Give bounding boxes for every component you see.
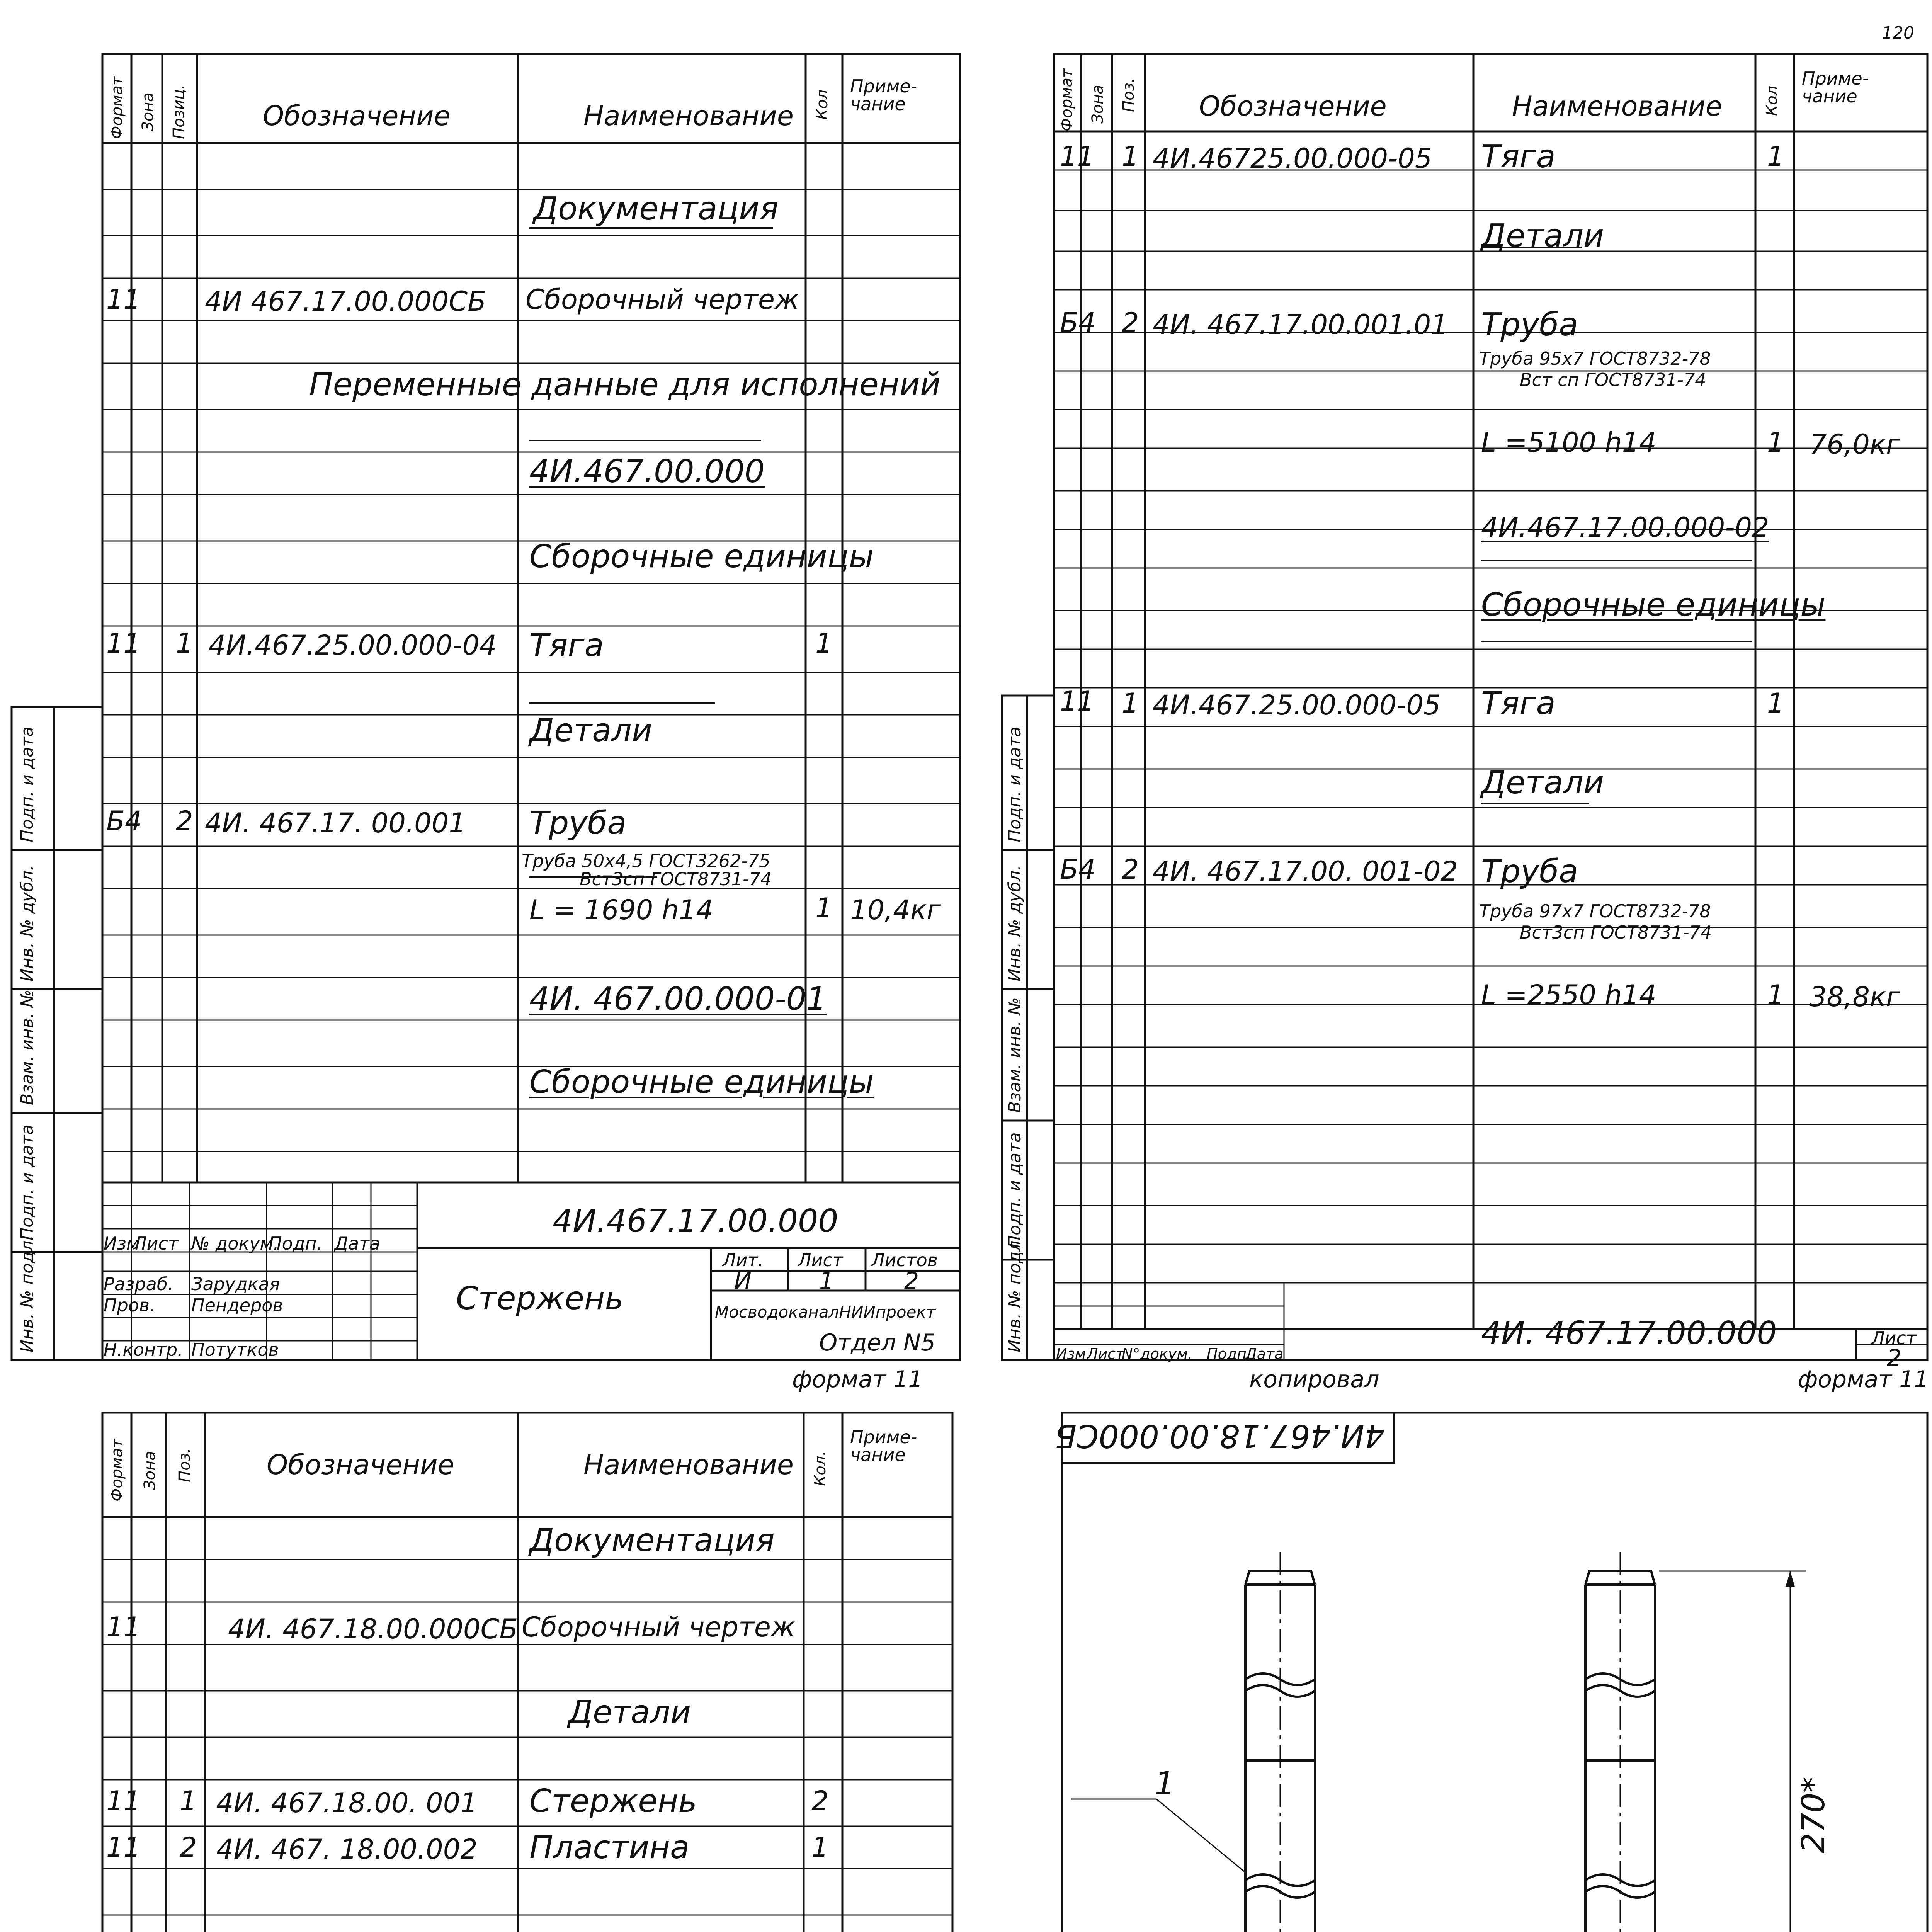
row-designation: 4И 467.17.00.000СБ [205,286,486,317]
row-designation: 4И. 467.18.00.000СБ [228,1613,518,1645]
format-note: формат 11 [792,1366,923,1393]
row-pos: 1 [176,628,193,659]
row-designation: 4И.467.25.00.000-04 [209,629,497,661]
tb-sheet: 1 [819,1267,834,1294]
row-qty: 1 [811,1832,829,1863]
row-name: Труба [529,805,627,842]
title-name: Стержень [456,1280,624,1317]
tb-col-sign: Подп. [269,1233,323,1254]
row-designation: 4И. 467.17.00. 001-02 [1153,855,1458,887]
side-stamp: Подп. и дата [17,726,37,842]
header-note: Приме-чание [850,76,917,114]
assembly-drawing [979,1389,1932,1932]
header-pos: Поз. [176,1448,194,1482]
tb-person: Потутков [191,1339,279,1360]
tb-col-izm: Изм [104,1233,140,1254]
tb-col-sign: Подп. [1207,1345,1252,1362]
row-designation: 4И.467.25.00.000-05 [1153,689,1441,721]
row-name: Сборочный чертеж [522,1611,796,1643]
header-name: Наименование [583,1449,794,1481]
row-length: L =5100 h14 [1481,427,1656,458]
row-pos: 2 [176,805,193,837]
row-pos: 1 [1122,141,1139,172]
row-name: Переменные данные для исполнений [309,366,941,403]
row-pos: 2 [1122,854,1139,885]
row-name: 4И.467.17.00.000-02 [1481,512,1769,543]
side-stamp: Инв. № подл. [1005,1235,1025,1352]
title-doc-number: 4И. 467.17.00.000 [1481,1315,1777,1352]
side-stamp: Инв. № подл. [17,1235,37,1352]
corner-stamp: 4И.467.18.00.000СБ [1055,1417,1384,1454]
title-doc-number: 4И.467.17.00.000 [553,1203,838,1240]
row-name: Тяга [529,627,604,664]
header-qty: Кол. [811,1451,829,1486]
row-qty: 1 [815,892,833,924]
header-designation: Обозначение [1199,90,1387,122]
row-name: Документация [533,190,779,227]
row-qty: 1 [1767,427,1784,458]
header-designation: Обозначение [267,1449,454,1481]
row-pos: 1 [1122,687,1139,719]
row-designation: 4И. 467. 18.00.002 [216,1833,478,1865]
side-stamp: Подп. и дата [1005,1132,1025,1248]
row-name: Детали [529,712,653,749]
tb-org: МосводоканалНИИпроект [715,1303,936,1321]
dim-270: 270* [1795,1777,1832,1853]
row-name: Труба [1481,853,1578,890]
tb-col-list: Лист [133,1233,179,1254]
row-designation: 4И.46725.00.000-05 [1153,143,1432,174]
row-format: 11 [106,1832,141,1863]
row-length: L = 1690 h14 [529,894,713,926]
row-format: 11 [1060,685,1095,717]
row-designation: 4И. 467.18.00. 001 [216,1787,478,1819]
header-zone: Зона [139,92,157,131]
row-pos: 2 [1122,307,1139,338]
row-designation: 4И. 467.17. 00.001 [205,807,466,839]
tb-person: Пендеров [191,1295,283,1316]
tb-sheet-label: Лист [1871,1328,1917,1349]
row-format: 11 [106,1611,141,1643]
side-stamp: Инв. № дубл. [17,865,37,981]
tb-col-izm: Изм [1056,1345,1086,1362]
sheet-1-frame [0,0,979,1393]
tb-lit-label: Лит. [723,1250,764,1270]
tb-col-date: Дата [1245,1345,1284,1362]
row-qty: 1 [1767,141,1784,172]
header-pos: Позиц. [170,84,188,139]
header-pos: Поз. [1120,78,1138,112]
side-stamp: Подп. и дата [1005,726,1025,842]
row-note: 38,8кг [1810,981,1900,1013]
tb-col-date: Дата [334,1233,381,1254]
tb-person: Зарудкая [191,1274,280,1294]
row-material: Труба 97х7 ГОСТ8732-78 [1479,901,1711,922]
header-note: Приме-чание [1802,68,1869,107]
tb-sheet: 2 [1887,1345,1902,1372]
row-name: Детали [1481,218,1604,254]
row-material: Вст3сп ГОСТ8731-74 [580,869,772,889]
row-material: Вст сп ГОСТ8731-74 [1520,369,1706,390]
row-format: Б4 [106,805,142,837]
row-pos: 1 [180,1785,197,1817]
side-stamp: Инв. № дубл. [1005,865,1025,981]
page-number: 120 [1882,23,1914,43]
header-qty: Кол [813,89,831,120]
sheet-1 [0,0,979,1393]
row-material: Труба 95х7 ГОСТ8732-78 [1479,348,1711,369]
row-designation: 4И. 467.17.00.001.01 [1153,309,1448,340]
tb-sheets: 2 [904,1267,919,1294]
tb-role: Пров. [104,1295,155,1316]
row-note: 10,4кг [850,894,941,926]
tb-col-list: Лист [1087,1345,1124,1362]
row-qty: 1 [1767,979,1784,1011]
row-qty: 2 [811,1785,829,1817]
row-name: Сборочные единицы [529,1064,874,1100]
row-name: Стержень [529,1783,697,1820]
row-format: Б4 [1060,307,1096,338]
leader-label: 1 [1155,1765,1175,1802]
row-name: Тяга [1481,685,1556,722]
header-zone: Зона [141,1451,159,1490]
row-format: Б4 [1060,854,1096,885]
tb-sheet-label: Лист [798,1250,843,1270]
row-qty: 1 [1767,687,1784,719]
row-name: Сборочные единицы [529,538,874,575]
tb-lit: И [734,1267,752,1294]
tb-dept: Отдел N5 [819,1329,936,1356]
header-name: Наименование [583,100,794,132]
format-note: формат 11 [1798,1366,1929,1393]
row-format: 11 [106,1785,141,1817]
row-note: 76,0кг [1810,429,1900,460]
header-qty: Кол [1763,85,1781,116]
tb-col-doc: N°докум. [1122,1345,1193,1362]
row-material: Вст3сп ГОСТ8731-74 [1520,922,1712,943]
row-name: Сборочный чертеж [526,284,799,315]
row-format: 11 [1060,141,1095,172]
header-zone: Зона [1089,85,1107,124]
side-stamp: Подп. и дата [17,1124,37,1240]
row-name: Документация [529,1522,775,1559]
row-name: Детали [568,1694,691,1731]
header-format: Формат [1058,68,1076,131]
row-format: 11 [106,284,141,315]
header-designation: Обозначение [263,100,451,132]
row-length: L =2550 h14 [1481,979,1656,1011]
row-name: Детали [1481,764,1604,801]
copied-label: копировал [1249,1366,1379,1393]
header-name: Наименование [1512,90,1722,122]
header-note: Приме-чание [850,1427,917,1465]
sheet-4 [979,1389,1932,1932]
tb-role: Разраб. [104,1274,173,1294]
side-stamp: Взам. инв. № [1005,997,1025,1113]
header-format: Формат [108,76,126,139]
header-format: Формат [108,1439,126,1502]
row-name: Сборочные единицы [1481,587,1826,623]
tb-role: Н.контр. [104,1339,183,1360]
sheet-2 [979,0,1932,1393]
tb-col-doc: № докум. [191,1233,279,1254]
sheet-3 [0,1389,979,1932]
row-pos: 2 [180,1832,197,1863]
row-name: Тяга [1481,138,1556,175]
row-name: Пластина [529,1829,690,1866]
side-stamp: Взам. инв. № [17,990,37,1105]
row-name: 4И. 467.00.000-01 [529,981,827,1017]
row-name: 4И.467.00.000 [529,453,765,490]
row-format: 11 [106,628,141,659]
row-qty: 1 [815,628,833,659]
row-name: Труба [1481,306,1578,343]
tb-sheets-label: Листов [871,1250,938,1270]
row-material: Труба 50х4,5 ГОСТ3262-75 [522,850,770,871]
